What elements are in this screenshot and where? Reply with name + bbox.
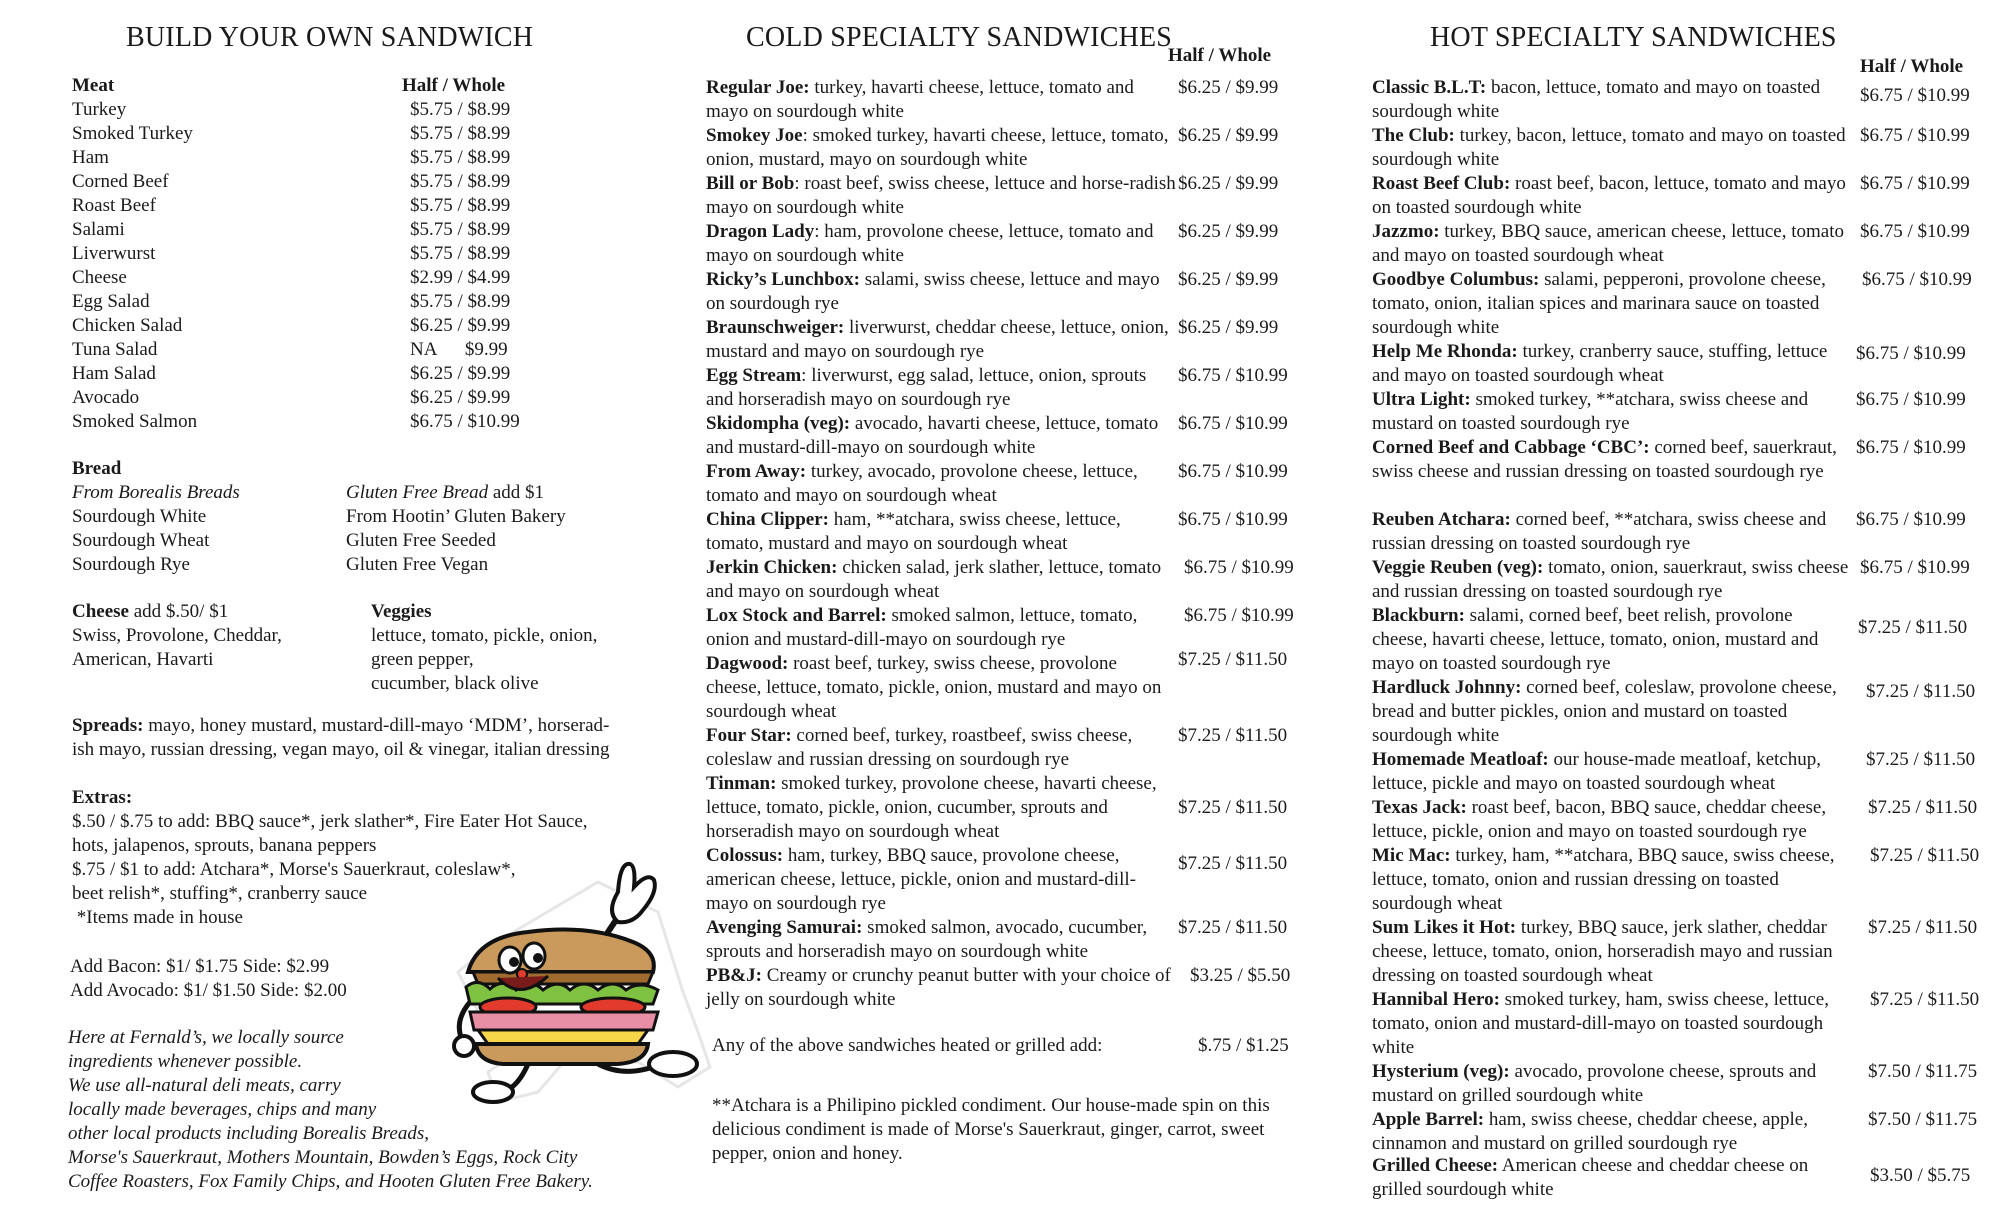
meat-item: Salami $5.75 / $8.99 [72,219,511,240]
hot-item: Apple Barrel: ham, swiss cheese, cheddar cheese, apple, cinnamon and mustard on grilled sourdough rye [1372,1109,1808,1154]
cold-item-price: $7.25 / $11.50 [1178,725,1288,746]
hot-item-price: $6.75 / $10.99 [1860,173,1970,194]
local-line: ingredients whenever possible. [68,1051,303,1072]
meat-label: Meat [72,75,115,96]
cold-item-price: $3.25 / $5.50 [1190,965,1291,986]
cold-item: Egg Stream: liverwurst, egg salad, lettuce, onion, sprouts and horseradish mayo on sourdough rye [706,365,1147,410]
spreads-label: Spreads: [72,715,144,736]
extras-line: *Items made in house [72,907,243,928]
meat-item: Corned Beef $5.75 / $8.99 [72,171,511,192]
sandwich-mascot-icon [448,852,713,1110]
local-line: other local products including Borealis Breads, [68,1123,429,1144]
cold-item-price: $7.25 / $11.50 [1178,649,1288,670]
build-your-own-title: BUILD YOUR OWN SANDWICH [126,22,534,53]
meat-item: Roast Beef $5.75 / $8.99 [72,195,511,216]
hot-item: Corned Beef and Cabbage ‘CBC’: corned beef, sauerkraut, swiss cheese and russian dressing on toasted sourdough rye [1372,437,1837,482]
local-line: locally made beverages, chips and many [68,1099,377,1120]
hot-item: Blackburn: salami, corned beef, beet relish, provolone cheese, havarti cheese, lettuce, tomato, onion, mustard and mayo on toasted sourdough rye [1372,605,1819,674]
hot-item-price: $3.50 / $5.75 [1870,1165,1971,1186]
hot-item-price: $6.75 / $10.99 [1860,85,1970,106]
hot-item: Reuben Atchara: corned beef, **atchara, swiss cheese and russian dressing on toasted sourdough rye [1372,509,1827,554]
add-ons-section [70,955,347,1003]
hot-item: Hardluck Johnny: corned beef, coleslaw, provolone cheese, bread and butter pickles, onion and mustard on toasted sourdough white [1372,677,1837,746]
cold-item: Dagwood: roast beef, turkey, swiss cheese, provolone cheese, lettuce, tomato, pickle, onion, mustard and mayo on sourdough wheat [706,653,1162,722]
cold-item-price: $6.75 / $10.99 [1184,605,1294,626]
hot-item-price: $6.75 / $10.99 [1860,557,1970,578]
hot-item: Jazzmo: turkey, BBQ sauce, american cheese, lettuce, tomato and mayo on toasted sourdough wheat [1372,221,1844,266]
cold-item: Braunschweiger: liverwurst, cheddar cheese, lettuce, onion, mustard and mayo on sourdough rye [706,317,1169,362]
hot-item-price: $6.75 / $10.99 [1860,221,1970,242]
bread-source: From Borealis Breads [72,482,240,503]
cold-item: Smokey Joe: smoked turkey, havarti cheese, lettuce, tomato, onion, mustard, mayo on sourdough white [706,125,1169,170]
local-line: Coffee Roasters, Fox Family Chips, and Hooten Gluten Free Bakery. [68,1171,593,1192]
cold-item-price: $7.25 / $11.50 [1178,797,1288,818]
meat-item: Liverwurst $5.75 / $8.99 [72,243,511,264]
veggies-list: lettuce, tomato, pickle, onion, [371,625,598,646]
cold-item: From Away: turkey, avocado, provolone cheese, lettuce, tomato and mayo on sourdough wheat [706,461,1138,506]
hot-item-price: $6.75 / $10.99 [1856,437,1966,458]
cold-item: Four Star: corned beef, turkey, roastbeef, swiss cheese, coleslaw and russian dressing on sourdough rye [706,725,1133,770]
bread-item: Sourdough White [72,506,207,527]
hot-item-price: $7.25 / $11.50 [1868,797,1978,818]
hot-item: Homemade Meatloaf: our house-made meatloaf, ketchup, lettuce, pickle and mayo on toasted sourdough wheat [1372,749,1821,794]
meat-item: Tuna Salad NA $9.99 [72,339,508,360]
cold-item-price: $6.25 / $9.99 [1178,221,1279,242]
hot-item-price: $7.25 / $11.50 [1868,917,1978,938]
bread-section [72,457,332,577]
cold-item-price: $6.75 / $10.99 [1184,557,1294,578]
meat-item: Cheese $2.99 / $4.99 [72,267,511,288]
cold-item: China Clipper: ham, **atchara, swiss cheese, lettuce, tomato, mustard and mayo on sourdough wheat [706,509,1121,554]
gluten-free-source: From Hootin’ Gluten Bakery [346,506,566,527]
hot-item: The Club: turkey, bacon, lettuce, tomato and mayo on toasted sourdough white [1372,125,1846,170]
hot-item-price: $7.25 / $11.50 [1858,617,1968,638]
hot-half-whole-label: Half / Whole [1860,56,1964,77]
cold-item-price: $6.75 / $10.99 [1178,413,1288,434]
gluten-free-item: Gluten Free Seeded [346,530,496,551]
cold-item-price: $6.75 / $10.99 [1178,509,1288,530]
cold-item: Dragon Lady: ham, provolone cheese, lettuce, tomato and mayo on sourdough white [706,221,1154,266]
cheese-list: American, Havarti [72,649,214,670]
meat-item: Chicken Salad $6.25 / $9.99 [72,315,511,336]
extras-label: Extras: [72,787,133,808]
hot-item: Classic B.L.T: bacon, lettuce, tomato and mayo on toasted sourdough white [1372,77,1821,122]
hot-item-price: $7.50 / $11.75 [1868,1061,1978,1082]
extras-line: $.75 / $1 to add: Atchara*, Morse's Sauerkraut, coleslaw*, [72,859,516,880]
add-avocado: Add Avocado: $1/ $1.50 Side: $2.00 [70,980,347,1001]
hot-item-price: $7.25 / $11.50 [1866,681,1976,702]
meat-item: Ham $5.75 / $8.99 [72,147,511,168]
cold-item: Colossus: ham, turkey, BBQ sauce, provolone cheese, american cheese, lettuce, pickle, onion and mustard-dill-mayo on sourdough rye [706,845,1136,914]
cold-item-price: $6.25 / $9.99 [1178,269,1279,290]
cold-item: Ricky’s Lunchbox: salami, swiss cheese, lettuce and mayo on sourdough rye [706,269,1160,314]
cold-item: PB&J: Creamy or crunchy peanut butter with your choice of jelly on sourdough white [706,965,1171,1010]
cheese-list: Swiss, Provolone, Cheddar, [72,625,282,646]
gluten-free-add: add $1 [488,482,545,503]
hot-item-price: $6.75 / $10.99 [1856,343,1966,364]
bread-item: Sourdough Wheat [72,530,210,551]
hot-item-price: $7.25 / $11.50 [1866,749,1976,770]
hot-item: Sum Likes it Hot: turkey, BBQ sauce, jerk slather, cheddar cheese, lettuce, tomato, onion, horseradish mayo and russian dressing on toasted sourdough wheat [1372,917,1833,986]
cold-item: Avenging Samurai: smoked salmon, avocado, cucumber, sprouts and horseradish mayo on sourdough white [706,917,1148,962]
cold-item-price: $6.25 / $9.99 [1178,173,1279,194]
hot-item: Ultra Light: smoked turkey, **atchara, swiss cheese and mustard on toasted sourdough rye [1372,389,1809,434]
cold-specialty-title: COLD SPECIALTY SANDWICHES [746,22,1173,53]
cold-item-price: $6.25 / $9.99 [1178,77,1279,98]
hot-item-price: $6.75 / $10.99 [1860,125,1970,146]
half-whole-label: Half / Whole [402,75,506,96]
cheese-label: Cheese [72,601,129,622]
cold-item: Jerkin Chicken: chicken salad, jerk slather, lettuce, tomato and mayo on sourdough wheat [706,557,1162,602]
cold-item-price: $7.25 / $11.50 [1178,917,1288,938]
gluten-free-item: Gluten Free Vegan [346,554,489,575]
veggies-section [371,600,671,696]
meat-item: Ham Salad $6.25 / $9.99 [72,363,511,384]
local-line: Here at Fernald’s, we locally source [68,1027,344,1048]
heated-option-text: Any of the above sandwiches heated or grilled add: [712,1035,1103,1056]
meat-header [72,74,572,98]
cold-item-price: $7.25 / $11.50 [1178,853,1288,874]
cold-item: Tinman: smoked turkey, provolone cheese, havarti cheese, lettuce, tomato, pickle, onion, cucumber, sprouts and horseradish mayo on sourdough wheat [706,773,1157,842]
local-line: We use all-natural deli meats, carry [68,1075,341,1096]
local-line: Morse's Sauerkraut, Mothers Mountain, Bowden’s Eggs, Rock City [68,1147,578,1168]
hot-item-price: $7.25 / $11.50 [1870,989,1980,1010]
spreads-line: ish mayo, russian dressing, vegan mayo, oil & vinegar, italian dressing [72,739,610,760]
meat-list [72,74,572,434]
hot-item: Roast Beef Club: roast beef, bacon, lettuce, tomato and mayo on toasted sourdough white [1372,173,1846,218]
veggies-list: cucumber, black olive [371,673,539,694]
cold-item-price: $6.75 / $10.99 [1178,461,1288,482]
meat-item: Avocado $6.25 / $9.99 [72,387,511,408]
cold-item: Regular Joe: turkey, havarti cheese, lettuce, tomato and mayo on sourdough white [706,77,1134,122]
meat-item: Egg Salad $5.75 / $8.99 [72,291,511,312]
hot-item: Goodbye Columbus: salami, pepperoni, provolone cheese, tomato, onion, italian spices and marinara sauce on toasted sourdough white [1372,269,1826,338]
spreads-section [72,714,672,762]
hot-item: Help Me Rhonda: turkey, cranberry sauce, stuffing, lettuce and mayo on toasted sourdough wheat [1372,341,1828,386]
hot-item: Veggie Reuben (veg): tomato, onion, sauerkraut, swiss cheese and russian dressing on toasted sourdough rye [1372,557,1849,602]
spreads-line: mayo, honey mustard, mustard-dill-mayo ‘MDM’, horserad- [143,715,610,736]
gluten-free-label: Gluten Free Bread [346,482,489,503]
hot-item: Hysterium (veg): avocado, provolone cheese, sprouts and mustard on grilled sourdough white [1372,1061,1817,1106]
cold-item-price: $6.25 / $9.99 [1178,317,1279,338]
hot-specialty-title: HOT SPECIALTY SANDWICHES [1430,22,1837,53]
hot-item-price: $7.25 / $11.50 [1870,845,1980,866]
heated-option-price: $.75 / $1.25 [1198,1035,1289,1056]
hot-item-price: $6.75 / $10.99 [1856,509,1966,530]
hot-item-price: $6.75 / $10.99 [1856,389,1966,410]
cold-item-price: $6.75 / $10.99 [1178,365,1288,386]
cold-half-whole-label: Half / Whole [1168,45,1272,66]
extras-line: $.50 / $.75 to add: BBQ sauce*, jerk slather*, Fire Eater Hot Sauce, [72,811,588,832]
bread-item: Sourdough Rye [72,554,190,575]
bread-label: Bread [72,458,122,479]
hot-item-price: $6.75 / $10.99 [1862,269,1972,290]
cold-item: Bill or Bob: roast beef, swiss cheese, lettuce and horse-radish mayo on sourdough white [706,173,1176,218]
hot-item: Hannibal Hero: smoked turkey, ham, swiss cheese, lettuce, tomato, onion and mustard-dill-mayo on toasted sourdough white [1372,989,1829,1058]
cold-item: Lox Stock and Barrel: smoked salmon, lettuce, tomato, onion and mustard-dill-mayo on sourdough rye [706,605,1138,650]
cold-item-price: $6.25 / $9.99 [1178,125,1279,146]
meat-item: Smoked Salmon $6.75 / $10.99 [72,411,520,432]
hot-item: Grilled Cheese: American cheese and cheddar cheese on grilled sourdough white [1372,1155,1809,1200]
hot-item: Mic Mac: turkey, ham, **atchara, BBQ sauce, swiss cheese, lettuce, tomato, onion and russian dressing on toasted sourdough wheat [1372,845,1835,914]
cheese-add: add $.50/ $1 [128,601,229,622]
meat-item: Smoked Turkey $5.75 / $8.99 [72,123,511,144]
cheese-section [72,600,312,672]
hot-item: Texas Jack: roast beef, bacon, BBQ sauce, cheddar cheese, lettuce, pickle, onion and mayo on toasted sourdough rye [1372,797,1827,842]
atchara-note: **Atchara is a Philipino pickled condiment. Our house-made spin on this delicious condiment is made of Morse's Sauerkraut, ginger, carrot, sweet pepper, onion and honey. [712,1095,1270,1164]
veggies-list: green pepper, [371,649,474,670]
hot-item-price: $7.50 / $11.75 [1868,1109,1978,1130]
veggies-label: Veggies [371,601,432,622]
gluten-free-section [346,481,646,577]
extras-line: hots, jalapenos, sprouts, banana peppers [72,835,377,856]
extras-line: beet relish*, stuffing*, cranberry sauce [72,883,368,904]
add-bacon: Add Bacon: $1/ $1.75 Side: $2.99 [70,956,330,977]
meat-item: Turkey $5.75 / $8.99 [72,99,511,120]
cold-item: Skidompha (veg): avocado, havarti cheese, lettuce, tomato and mustard-dill-mayo on sourdough white [706,413,1159,458]
